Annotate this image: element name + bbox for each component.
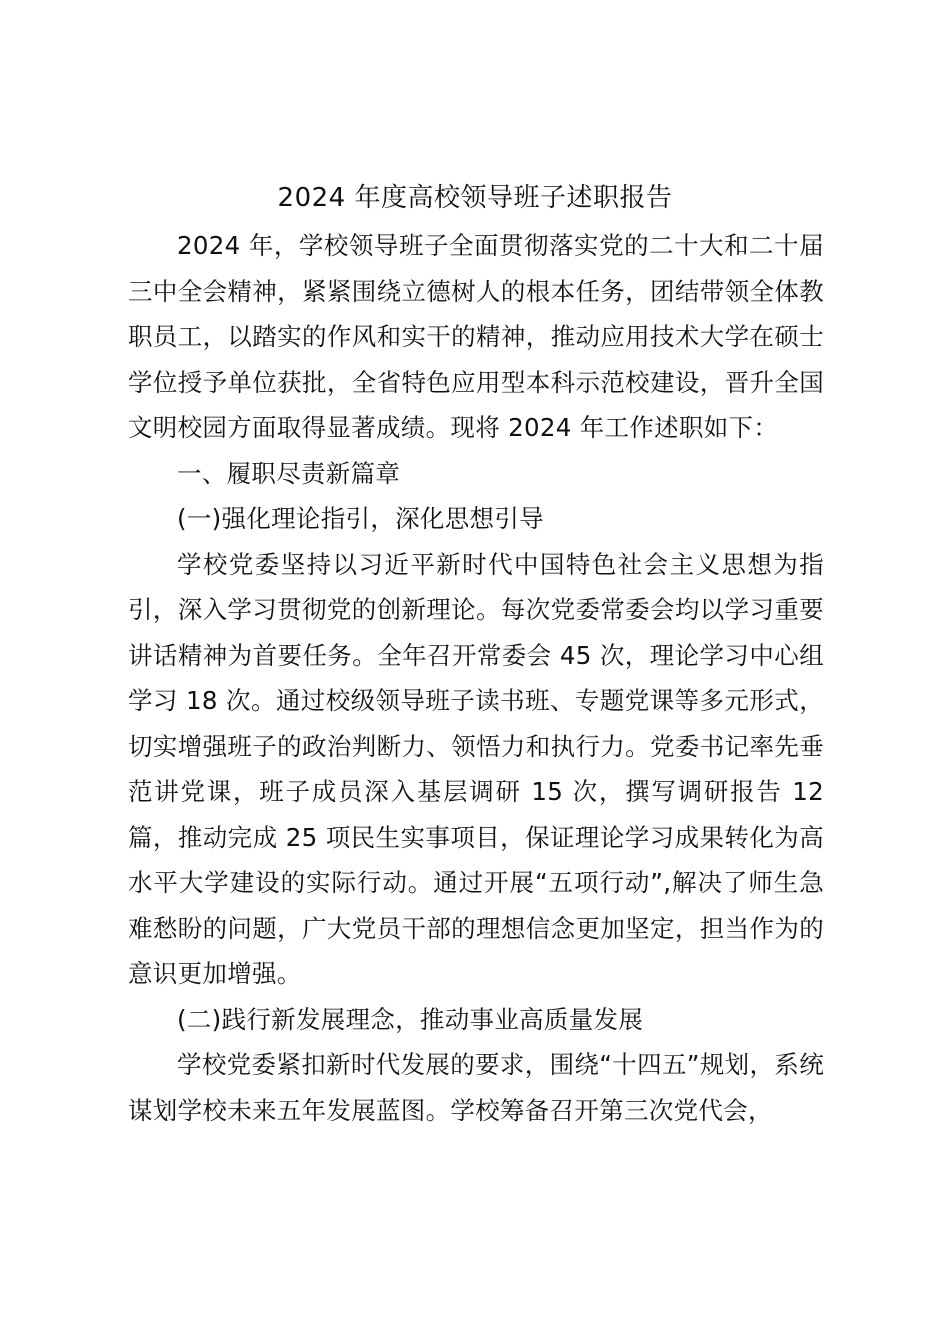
body-paragraph-1: 学校党委坚持以习近平新时代中国特色社会主义思想为指引，深入学习贯彻党的创新理论。每次党委常委会均以学习重要讲话精神为首要任务。全年召开常委会 45 次，理论学习中心组学习 18 次。通过校级领导班子读书班、专题党课等多元形式，切实增强班子的政治判断力、领悟力和执行力。党委书记率先垂范讲党课，班子成员深入基层调研 15 次，撰写调研报告 12 篇，推动完成 25 项民生实事项目，保证理论学习成果转化为高水平大学建设的实际行动。通过开展“五项行动”,解决了师生急难愁盼的问题，广大党员干部的理想信念更加坚定，担当作为的意识更加增强。 (128, 549, 824, 988)
body-paragraph-2: 学校党委紧扣新时代发展的要求，围绕“十四五”规划，系统谋划学校未来五年发展蓝图。学校筹备召开第三次党代会， (128, 1050, 824, 1125)
section-heading-1: 一、履职尽责新篇章 (177, 458, 401, 488)
subsection-heading-1: (一)强化理论指引，深化思想引导 (177, 504, 544, 533)
document-title: 2024 年度高校领导班子述职报告 (277, 183, 673, 213)
document-body (128, 223, 824, 1133)
intro-paragraph: 2024 年，学校领导班子全面贯彻落实党的二十大和二十届三中全会精神，紧紧围绕立德树人的根本任务，团结带领全体教职员工，以踏实的作风和实干的精神，推动应用技术大学在硕士学位授予单位获批，全省特色应用型本科示范校建设，晋升全国文明校园方面取得显著成绩。现将 2024 年工作述职如下： (128, 231, 824, 442)
subsection-heading-2: (二)践行新发展理念，推动事业高质量发展 (177, 1004, 644, 1034)
